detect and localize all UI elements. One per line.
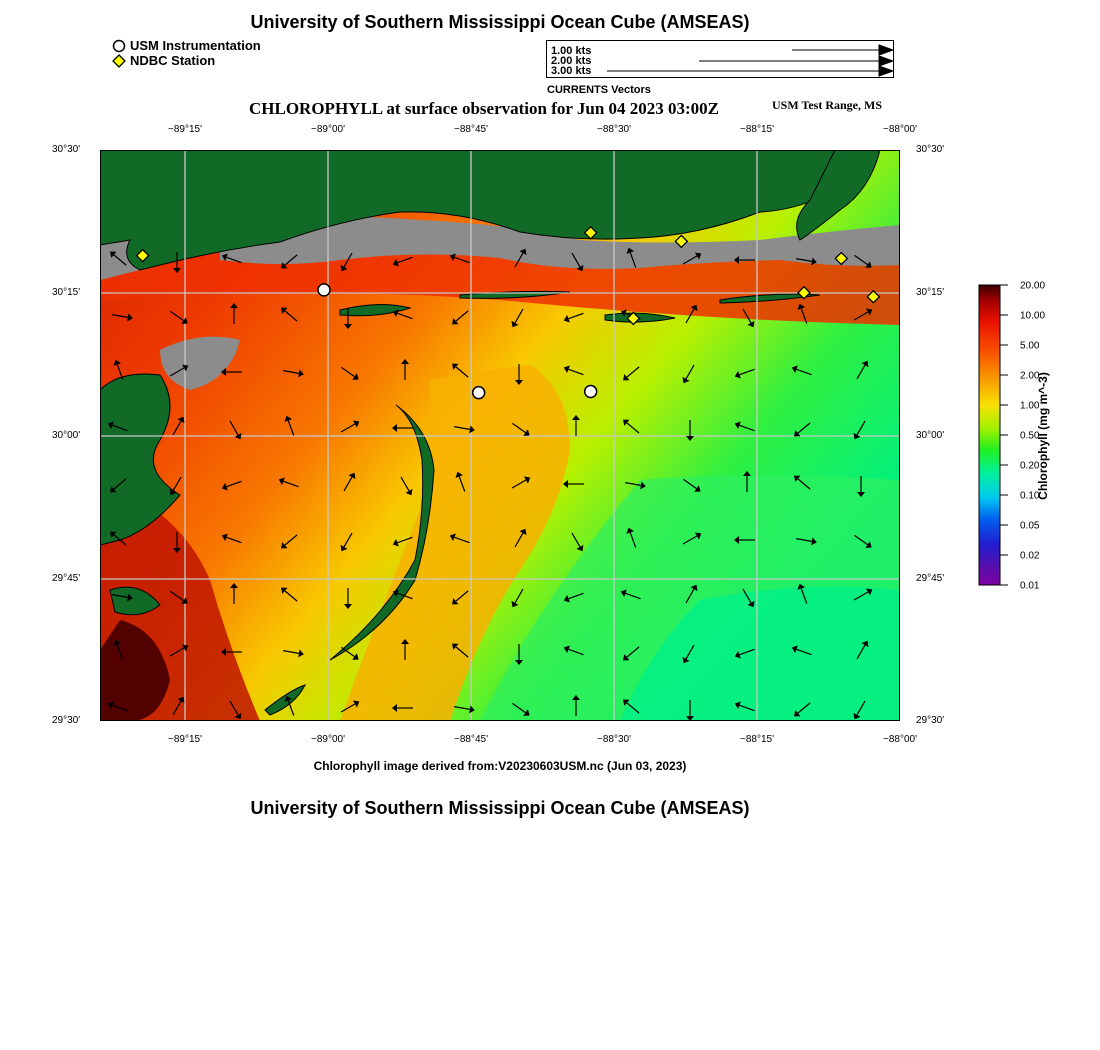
lon-tick-bottom: −89°15': [168, 734, 202, 745]
lon-tick-top: −89°00': [311, 124, 345, 135]
colorbar-tick: 0.01: [1020, 580, 1040, 592]
colorbar: [978, 284, 1018, 588]
vector-key-caption: CURRENTS Vectors: [547, 84, 651, 96]
colorbar-tick: 0.05: [1020, 520, 1040, 532]
lat-tick-left: 29°30': [52, 715, 81, 726]
lon-tick-bottom: −88°00': [883, 734, 917, 745]
ndbc-marker-icon: [112, 54, 126, 68]
source-caption: Chlorophyll image derived from:V20230603USM.nc (Jun 03, 2023): [313, 759, 687, 773]
colorbar-tick: 2.00: [1020, 370, 1040, 382]
lon-tick-bottom: −88°30': [597, 734, 631, 745]
lat-tick-right: 30°15': [916, 287, 945, 298]
vector-key-label-2: 2.00 kts: [551, 55, 592, 67]
colorbar-tick: 1.00: [1020, 400, 1040, 412]
colorbar-tick: 5.00: [1020, 340, 1040, 352]
usm-legend: [112, 38, 261, 53]
vector-key-label-1: 1.00 kts: [551, 45, 592, 57]
lon-tick-top: −88°30': [597, 124, 631, 135]
lon-tick-bottom: −89°00': [311, 734, 345, 745]
vector-key: [546, 40, 894, 78]
colorbar-title: Chlorophyll (mg m^-3): [1036, 372, 1050, 500]
lat-tick-left: 29°45': [52, 573, 81, 584]
lon-tick-bottom: −88°15': [740, 734, 774, 745]
usm-station-marker[interactable]: [318, 284, 330, 296]
region-label: USM Test Range, MS: [772, 98, 883, 112]
usm-station-marker[interactable]: [473, 387, 485, 399]
ndbc-legend: [112, 53, 215, 68]
lat-tick-left: 30°00': [52, 430, 81, 441]
ndbc-legend-label: NDBC Station: [130, 53, 216, 68]
lat-tick-right: 30°30': [916, 144, 945, 155]
footer-title: University of Southern Mississippi Ocean Cube (AMSEAS): [250, 798, 750, 818]
vector-key-arrows: [547, 41, 893, 77]
lon-tick-bottom: −88°45': [454, 734, 488, 745]
lat-tick-right: 30°00': [916, 430, 945, 441]
colorbar-tick: 0.02: [1020, 550, 1040, 562]
chlorophyll-map[interactable]: [100, 150, 900, 721]
lon-tick-top: −88°00': [883, 124, 917, 135]
header-title: University of Southern Mississippi Ocean Cube (AMSEAS): [250, 12, 750, 32]
lat-tick-right: 29°30': [916, 715, 945, 726]
lon-tick-top: −89°15': [168, 124, 202, 135]
usm-legend-label: USM Instrumentation: [130, 38, 261, 53]
colorbar-tick: 20.00: [1020, 280, 1046, 292]
lat-tick-left: 30°30': [52, 144, 81, 155]
colorbar-tick: 10.00: [1020, 310, 1046, 322]
lat-tick-left: 30°15': [52, 287, 81, 298]
lon-tick-top: −88°15': [740, 124, 774, 135]
map-subtitle: CHLOROPHYLL at surface observation for Jun 04 2023 03:00Z: [249, 99, 720, 118]
usm-marker-icon: [112, 39, 126, 53]
lat-tick-right: 29°45': [916, 573, 945, 584]
usm-station-marker[interactable]: [585, 386, 597, 398]
colorbar-tick: 0.10: [1020, 490, 1040, 502]
colorbar-tick: 0.50: [1020, 430, 1040, 442]
vector-key-label-3: 3.00 kts: [551, 65, 592, 77]
lon-tick-top: −88°45': [454, 124, 488, 135]
colorbar-tick: 0.20: [1020, 460, 1040, 472]
